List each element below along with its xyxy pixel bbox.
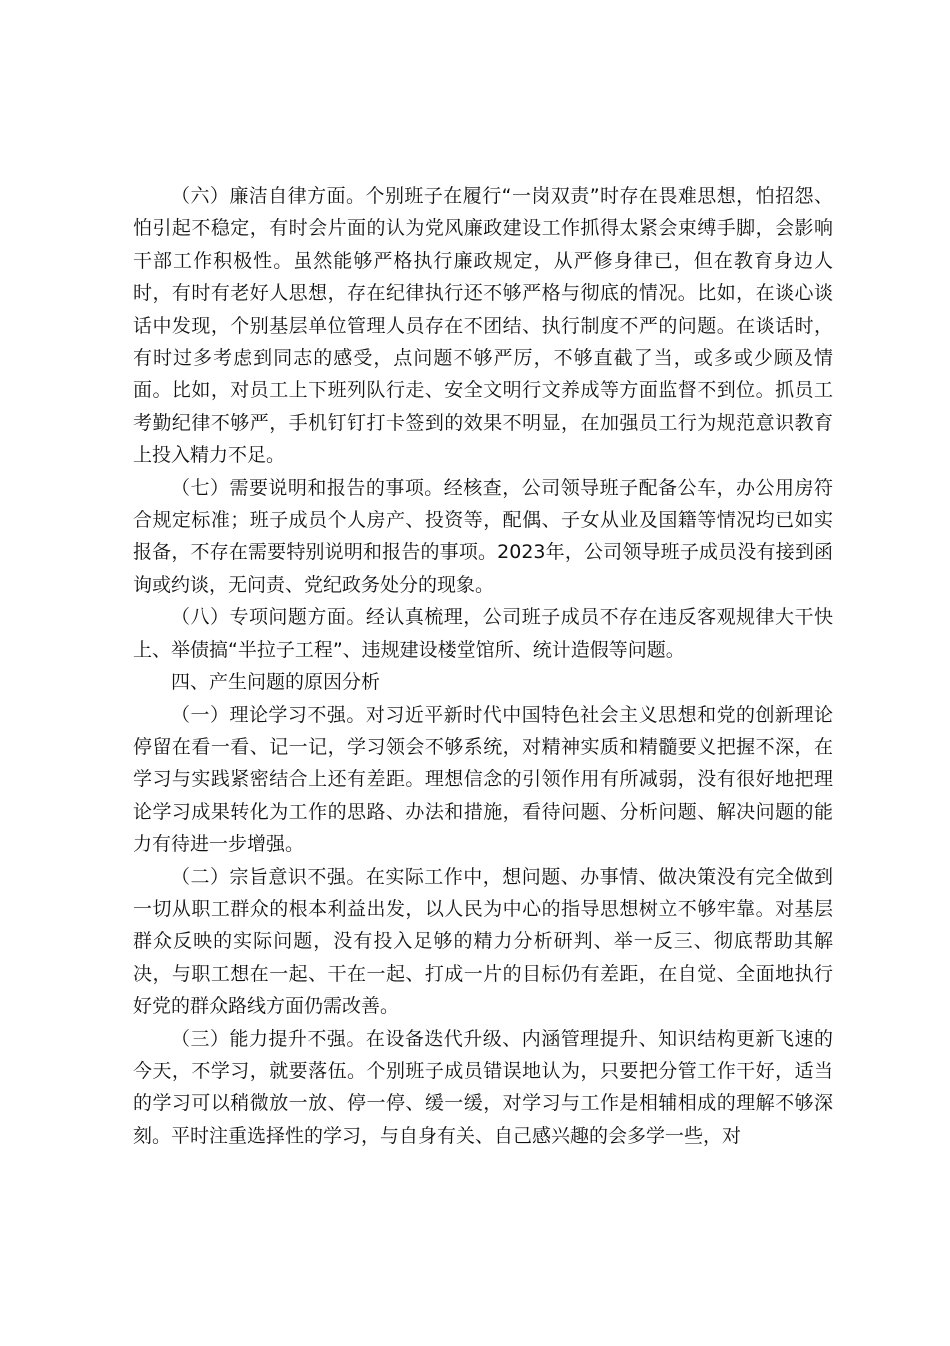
paragraph-ability-improvement: （三）能力提升不强。在设备迭代升级、内涵管理提升、知识结构更新飞速的今天，不学习，就要落伍。个别班子成员错误地认为，只要把分管工作干好，适当的学习可以稍微放一放、停一停、缓一缓，对学习与工作是相辅相成的理解不够深刻。平时注重选择性的学习，与自身有关、自己感兴趣的会多学一些，对 (133, 1027, 833, 1147)
paragraph-items-to-report: （七）需要说明和报告的事项。经核查，公司领导班子配备公车，办公用房符合规定标准；班子成员个人房产、投资等，配偶、子女从业及国籍等情况均已如实报备，不存在需要特别说明和报告的事项。2023年，公司领导班子成员没有接到函询或约谈，无问责、党纪政务处分的现象。 (133, 476, 833, 596)
paragraph-purpose-awareness: （二）宗旨意识不强。在实际工作中，想问题、办事情、做决策没有完全做到一切从职工群众的根本利益出发，以人民为中心的指导思想树立不够牢靠。对基层群众反映的实际问题，没有投入足够的精力分析研判、举一反三、彻底帮助其解决，与职工想在一起、干在一起、打成一片的目标仍有差距，在自觉、全面地执行好党的群众路线方面仍需改善。 (133, 865, 833, 1018)
paragraph-theory-study: （一）理论学习不强。对习近平新时代中国特色社会主义思想和党的创新理论停留在看一看、记一记，学习领会不够系统，对精神实质和精髓要义把握不深，在学习与实践紧密结合上还有差距。理想信念的引领作用有所减弱，没有很好地把理论学习成果转化为工作的思路、办法和措施，看待问题、分析问题、解决问题的能力有待进一步增强。 (133, 703, 833, 856)
section-heading-cause-analysis: 四、产生问题的原因分析 (171, 671, 381, 694)
paragraph-special-issues: （八）专项问题方面。经认真梳理，公司班子成员不存在违反客观规律大干快上、举债搞“半拉子工程”、违规建设楼堂馆所、统计造假等问题。 (133, 606, 833, 661)
paragraph-integrity-self-discipline: （六）廉洁自律方面。个别班子在履行“一岗双责”时存在畏难思想，怕招怨、怕引起不稳定，有时会片面的认为党风廉政建设工作抓得太紧会束缚手脚，会影响干部工作积极性。虽然能够严格执行廉政规定，从严修身律已，但在教育身边人时，有时有老好人思想，存在纪律执行还不够严格与彻底的情况。比如，在谈心谈话中发现，个别基层单位管理人员存在不团结、执行制度不严的问题。在谈话时，有时过多考虑到同志的感受，点问题不够严厉，不够直截了当，或多或少顾及情面。比如，对员工上下班列队行走、安全文明行文养成等方面监督不到位。抓员工考勤纪律不够严，手机钉钉打卡签到的效果不明显，在加强员工行为规范意识教育上投入精力不足。 (133, 185, 833, 467)
document-body (133, 180, 833, 1152)
